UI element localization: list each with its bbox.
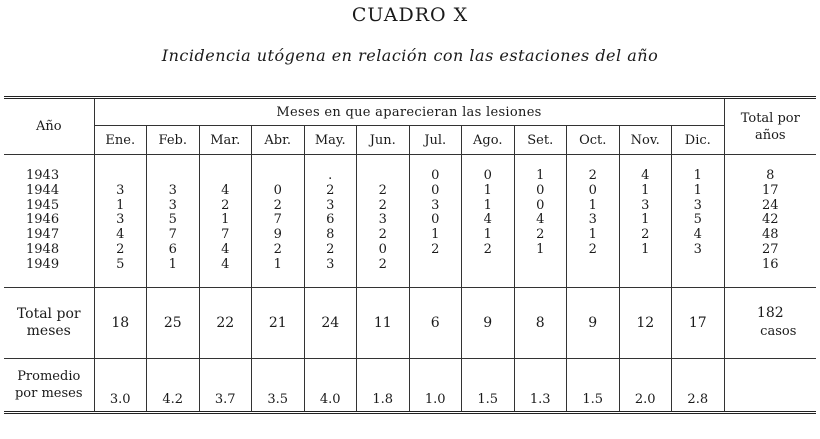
month-header: Abr. — [252, 126, 305, 155]
spacer-cell — [304, 155, 357, 170]
averages-label — [4, 358, 94, 411]
month-average-cell: 1.0 — [409, 358, 462, 411]
spacer-cell — [514, 155, 567, 170]
value-cell: 0 — [357, 243, 410, 258]
value-cell: 1 — [514, 169, 567, 184]
value-cell: 5 — [147, 213, 200, 228]
month-average-cell: 1.3 — [514, 358, 567, 411]
value-cell: 1 — [252, 258, 305, 273]
spacer-cell — [619, 155, 672, 170]
row-total-cell: 27 — [724, 243, 816, 258]
table-row — [4, 228, 816, 243]
total-years-header-line1: Total por — [740, 110, 800, 126]
year-cell: 1945 — [26, 197, 60, 213]
value-cell: 0 — [409, 213, 462, 228]
value-cell: 1 — [567, 199, 620, 214]
year-cell: 1947 — [26, 227, 60, 243]
spacer-cell — [409, 155, 462, 170]
value-cell: 1 — [462, 184, 515, 199]
spacer-cell — [514, 273, 567, 288]
grand-total-unit: casos — [760, 324, 797, 340]
month-average-cell: 2.0 — [619, 358, 672, 411]
value-cell: 2 — [357, 258, 410, 273]
value-cell: 1 — [94, 199, 147, 214]
month-total-cell: 21 — [252, 287, 305, 358]
month-header: Set. — [514, 126, 567, 155]
average-empty-cell — [724, 358, 816, 411]
total-years-header-line2: años — [754, 127, 786, 143]
value-cell — [672, 258, 725, 273]
value-cell — [619, 258, 672, 273]
month-total-cell: 12 — [619, 287, 672, 358]
data-table-frame — [4, 96, 816, 414]
value-cell: 3 — [567, 213, 620, 228]
spacer-cell — [304, 273, 357, 288]
spacer-row — [4, 273, 816, 288]
spacer-cell — [4, 273, 94, 288]
month-header-row — [4, 126, 816, 155]
month-total-cell: 18 — [94, 287, 147, 358]
month-header: Oct. — [567, 126, 620, 155]
value-cell: 4 — [94, 228, 147, 243]
value-cell: 2 — [567, 169, 620, 184]
spacer-cell — [199, 273, 252, 288]
value-cell: 1 — [619, 184, 672, 199]
month-header: May. — [304, 126, 357, 155]
value-cell: 3 — [409, 199, 462, 214]
value-cell: 5 — [672, 213, 725, 228]
month-total-cell: 22 — [199, 287, 252, 358]
spacer-cell — [147, 273, 200, 288]
value-cell: 8 — [304, 228, 357, 243]
month-average-cell: 1.8 — [357, 358, 410, 411]
spacer-cell — [724, 155, 816, 170]
month-total-cell: 17 — [672, 287, 725, 358]
totals-label-line2: meses — [26, 322, 71, 339]
value-cell: 4 — [672, 228, 725, 243]
value-cell — [409, 258, 462, 273]
spacer-cell — [199, 155, 252, 170]
row-total-cell: 8 — [724, 169, 816, 184]
totals-label — [4, 287, 94, 358]
spacer-cell — [252, 155, 305, 170]
value-cell: 4 — [199, 184, 252, 199]
month-average-cell: 4.2 — [147, 358, 200, 411]
value-cell: 1 — [619, 243, 672, 258]
value-cell: 2 — [357, 184, 410, 199]
value-cell: 4 — [619, 169, 672, 184]
months-group-header: Meses en que aparecieran las lesiones — [94, 99, 724, 126]
value-cell: 3 — [147, 184, 200, 199]
table-row — [4, 184, 816, 199]
value-cell: 7 — [252, 213, 305, 228]
total-years-header — [724, 99, 816, 155]
value-cell: 3 — [619, 199, 672, 214]
month-total-cell: 8 — [514, 287, 567, 358]
value-cell: 0 — [514, 199, 567, 214]
month-header: Dic. — [672, 126, 725, 155]
value-cell: 2 — [409, 243, 462, 258]
grand-total-value: 182 — [756, 305, 784, 322]
value-cell: 1 — [672, 184, 725, 199]
value-cell — [94, 169, 147, 184]
month-total-cell: 9 — [567, 287, 620, 358]
averages-row — [4, 358, 816, 411]
month-header: Jul. — [409, 126, 462, 155]
value-cell: 2 — [462, 243, 515, 258]
value-cell: 2 — [199, 199, 252, 214]
value-cell: 1 — [462, 199, 515, 214]
value-cell: 1 — [619, 213, 672, 228]
value-cell: 6 — [147, 243, 200, 258]
month-total-cell: 9 — [462, 287, 515, 358]
month-total-cell: 6 — [409, 287, 462, 358]
value-cell: 0 — [409, 169, 462, 184]
value-cell — [199, 169, 252, 184]
month-header: Jun. — [357, 126, 410, 155]
table-row — [4, 258, 816, 273]
month-header: Ago. — [462, 126, 515, 155]
year-cell: 1949 — [26, 256, 60, 272]
totals-label-line1: Total por — [16, 305, 81, 322]
value-cell: 1 — [409, 228, 462, 243]
value-cell: 2 — [567, 243, 620, 258]
value-cell: 2 — [357, 228, 410, 243]
value-cell — [567, 258, 620, 273]
value-cell: 3 — [94, 213, 147, 228]
value-cell: 3 — [672, 243, 725, 258]
month-total-cell: 11 — [357, 287, 410, 358]
month-average-cell: 1.5 — [462, 358, 515, 411]
month-header: Ene. — [94, 126, 147, 155]
value-cell: 3 — [304, 258, 357, 273]
value-cell: 2 — [514, 228, 567, 243]
spacer-cell — [94, 155, 147, 170]
year-cell: 1943 — [26, 168, 60, 183]
value-cell: 0 — [567, 184, 620, 199]
table-row — [4, 213, 816, 228]
value-cell: 2 — [252, 243, 305, 258]
row-total-cell: 17 — [724, 184, 816, 199]
month-header: Nov. — [619, 126, 672, 155]
year-cell: 1946 — [26, 212, 60, 228]
spacer-row — [4, 155, 816, 170]
totals-row — [4, 287, 816, 358]
value-cell: 5 — [94, 258, 147, 273]
value-cell: 2 — [304, 184, 357, 199]
value-cell: 0 — [514, 184, 567, 199]
row-total-cell: 16 — [724, 258, 816, 273]
value-cell: 1 — [567, 228, 620, 243]
value-cell: 0 — [462, 169, 515, 184]
data-body — [4, 155, 816, 288]
spacer-cell — [567, 273, 620, 288]
table-row — [4, 199, 816, 214]
value-cell: 1 — [672, 169, 725, 184]
value-cell: 4 — [514, 213, 567, 228]
year-cell: 1948 — [26, 241, 60, 257]
value-cell: 1 — [199, 213, 252, 228]
spacer-cell — [357, 273, 410, 288]
spacer-cell — [94, 273, 147, 288]
month-average-cell: 3.7 — [199, 358, 252, 411]
spacer-cell — [357, 155, 410, 170]
spacer-cell — [672, 155, 725, 170]
month-total-cell: 25 — [147, 287, 200, 358]
value-cell: 2 — [252, 199, 305, 214]
value-cell: 3 — [147, 199, 200, 214]
spacer-cell — [567, 155, 620, 170]
spacer-cell — [147, 155, 200, 170]
grand-total-cell — [724, 287, 816, 358]
spacer-cell — [252, 273, 305, 288]
value-cell — [147, 169, 200, 184]
value-cell: . — [304, 169, 357, 184]
value-cell: 7 — [147, 228, 200, 243]
year-column-header: Año — [35, 119, 62, 134]
averages-label-line2: por meses — [14, 385, 83, 401]
value-cell: 1 — [147, 258, 200, 273]
value-cell — [514, 258, 567, 273]
month-header: Mar. — [199, 126, 252, 155]
row-total-cell: 24 — [724, 199, 816, 214]
value-cell: 7 — [199, 228, 252, 243]
spacer-cell — [462, 155, 515, 170]
incidence-table — [4, 99, 816, 411]
value-cell — [357, 169, 410, 184]
spacer-cell — [462, 273, 515, 288]
value-cell — [252, 169, 305, 184]
spacer-cell — [4, 155, 94, 170]
spacer-cell — [619, 273, 672, 288]
row-total-cell: 48 — [724, 228, 816, 243]
month-average-cell: 4.0 — [304, 358, 357, 411]
value-cell: 9 — [252, 228, 305, 243]
spacer-cell — [409, 273, 462, 288]
value-cell — [462, 258, 515, 273]
value-cell: 1 — [514, 243, 567, 258]
month-total-cell: 24 — [304, 287, 357, 358]
month-header: Feb. — [147, 126, 200, 155]
year-cell: 1944 — [26, 182, 60, 198]
table-row — [4, 243, 816, 258]
month-average-cell: 1.5 — [567, 358, 620, 411]
value-cell: 0 — [409, 184, 462, 199]
value-cell: 0 — [252, 184, 305, 199]
value-cell: 4 — [199, 243, 252, 258]
value-cell: 2 — [94, 243, 147, 258]
month-average-cell: 3.5 — [252, 358, 305, 411]
table-title: CUADRO X — [351, 4, 469, 26]
value-cell: 1 — [462, 228, 515, 243]
value-cell: 4 — [462, 213, 515, 228]
month-average-cell: 3.0 — [94, 358, 147, 411]
spacer-cell — [724, 273, 816, 288]
value-cell: 2 — [619, 228, 672, 243]
table-subtitle: Incidencia utógena en relación con las estaciones del año — [161, 46, 659, 65]
value-cell: 4 — [199, 258, 252, 273]
averages-label-line1: Promedio — [17, 368, 81, 384]
value-cell: 3 — [304, 199, 357, 214]
value-cell: 3 — [357, 213, 410, 228]
value-cell: 3 — [672, 199, 725, 214]
value-cell: 2 — [304, 243, 357, 258]
row-total-cell: 42 — [724, 213, 816, 228]
table-row — [4, 169, 816, 184]
month-average-cell: 2.8 — [672, 358, 725, 411]
spacer-cell — [672, 273, 725, 288]
value-cell: 2 — [357, 199, 410, 214]
value-cell: 6 — [304, 213, 357, 228]
value-cell: 3 — [94, 184, 147, 199]
